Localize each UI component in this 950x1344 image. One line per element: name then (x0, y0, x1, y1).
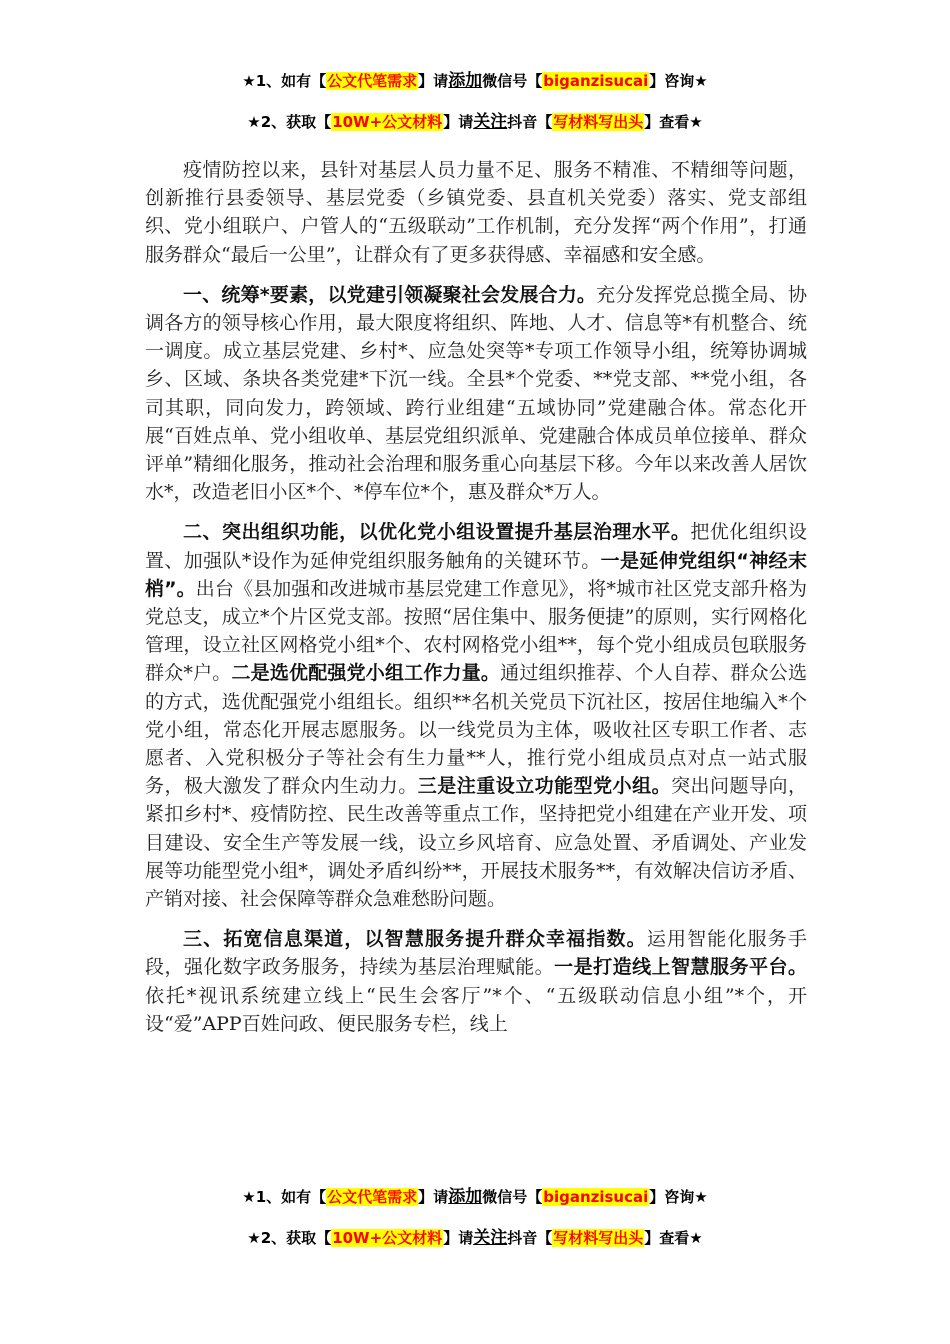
banner-highlight: 公文代笔需求 (327, 1188, 418, 1206)
section-1-paragraph (145, 281, 807, 507)
section-2-subheading-1: 一是延伸党组织“神经末梢”。 (145, 549, 807, 600)
banner-prefix: ★1、如有【 (242, 72, 327, 90)
banner-prefix: ★2、获取【 (247, 113, 332, 131)
article-body (145, 156, 807, 1050)
section-2-subheading-3: 三是注重设立功能型党小组。 (417, 775, 672, 798)
banner-prefix: ★2、获取【 (247, 1229, 332, 1247)
banner-text: 】请 (443, 113, 474, 131)
banner-prefix: ★1、如有【 (242, 1188, 327, 1206)
banner-wechat-id: biganzisucai (543, 1188, 649, 1206)
section-3-subheading-1: 一是打造线上智慧服务平台。 (554, 956, 807, 979)
section-2-paragraph (145, 518, 807, 913)
banner-suffix: 】咨询★ (649, 1188, 708, 1206)
promo-banner-top-1 (0, 70, 950, 92)
section-2-heading: 二、突出组织功能，以优化党小组设置提升基层治理水平。 (183, 521, 691, 544)
banner-highlight: 公文代笔需求 (327, 72, 418, 90)
section-1-heading: 一、统筹*要素，以党建引领凝聚社会发展合力。 (183, 283, 597, 306)
section-2-text: 突出问题导向，紧扣乡村*、疫情防控、民生改善等重点工作，坚持把党小组建在产业开发、项目建设、安全生产等发展一线，设立乡风培育、应急处置、矛盾调处、产业发展等功能型党小组*，调处矛盾纠纷**，开展技术服务**，有效解决信访矛盾、产销对接、社会保障等群众急难愁盼问题。 (145, 775, 807, 911)
section-2-text: 把优化组织设置、加强队*设作为延伸党组织服务触角的关键环节。 (145, 521, 807, 572)
banner-underline-text: 添加 (448, 1187, 483, 1207)
section-3-paragraph (145, 925, 807, 1038)
banner-underline-text: 关注 (473, 1228, 508, 1248)
banner-text: 】请 (418, 1188, 449, 1206)
promo-banner-bottom-1 (0, 1186, 950, 1208)
banner-highlight: 10W+公文材料 (332, 113, 443, 131)
section-2-subheading-2: 二是选优配强党小组工作力量。 (231, 662, 501, 685)
banner-text: 抖音【 (507, 113, 553, 131)
promo-banner-top-2 (0, 111, 950, 133)
banner-suffix: 】查看★ (644, 1229, 703, 1247)
banner-douyin-id: 写材料写出头 (553, 113, 644, 131)
banner-text: 抖音【 (507, 1229, 553, 1247)
banner-text: 】请 (418, 72, 449, 90)
banner-underline-text: 关注 (473, 112, 508, 132)
banner-suffix: 】查看★ (644, 113, 703, 131)
banner-text: 微信号【 (482, 1188, 543, 1206)
banner-underline-text: 添加 (448, 71, 483, 91)
section-3-text: 运用智能化服务手段，强化数字政务服务，持续为基层治理赋能。 (145, 928, 807, 979)
banner-wechat-id: biganzisucai (543, 72, 649, 90)
section-3-text: 依托*视讯系统建立线上“民生会客厅”*个、“五级联动信息小组”*个，开设“爱”APP百姓问政、便民服务专栏，线上 (145, 984, 807, 1035)
banner-suffix: 】咨询★ (649, 72, 708, 90)
section-2-text: 出台《县加强和改进城市基层党建工作意见》，将*城市社区党支部升格为党总支，成立*个片区党支部。按照“居住集中、服务便捷”的原则，实行网格化管理，设立社区网格党小组*个、农村网格党小组**，每个党小组成员包联服务群众*户。 (145, 577, 807, 685)
banner-text: 】请 (443, 1229, 474, 1247)
intro-paragraph: 疫情防控以来，县针对基层人员力量不足、服务不精准、不精细等问题，创新推行县委领导、基层党委（乡镇党委、县直机关党委）落实、党支部组织、党小组联户、户管人的“五级联动”工作机制，充分发挥“两个作用”，打通服务群众“最后一公里”，让群众有了更多获得感、幸福感和安全感。 (145, 159, 807, 266)
section-2-text: 通过组织推荐、个人自荐、群众公选的方式，选优配强党小组组长。组织**名机关党员下沉社区，按居住地编入*个党小组，常态化开展志愿服务。以一线党员为主体，吸收社区专职工作者、志愿者、入党积极分子等社会有生力量**人，推行党小组成员点对点一站式服务，极大激发了群众内生动力。 (145, 662, 807, 798)
banner-highlight: 10W+公文材料 (332, 1229, 443, 1247)
section-3-heading: 三、拓宽信息渠道，以智慧服务提升群众幸福指数。 (183, 928, 647, 951)
banner-text: 微信号【 (482, 72, 543, 90)
section-1-text: 充分发挥党总揽全局、协调各方的领导核心作用，最大限度将组织、阵地、人才、信息等*有机整合、统一调度。成立基层党建、乡村*、应急处突等*专项工作领导小组，统筹协调城乡、区域、条块各类党建*下沉一线。全县*个党委、**党支部、**党小组，各司其职，同向发力，跨领域、跨行业组建“五域协同”党建融合体。常态化开展“百姓点单、党小组收单、基层党组织派单、党建融合体成员单位接单、群众评单”精细化服务，推动社会治理和服务重心向基层下移。今年以来改善人居饮水*，改造老旧小区*个、*停车位*个，惠及群众*万人。 (145, 283, 807, 504)
promo-banner-bottom-2 (0, 1227, 950, 1249)
banner-douyin-id: 写材料写出头 (553, 1229, 644, 1247)
